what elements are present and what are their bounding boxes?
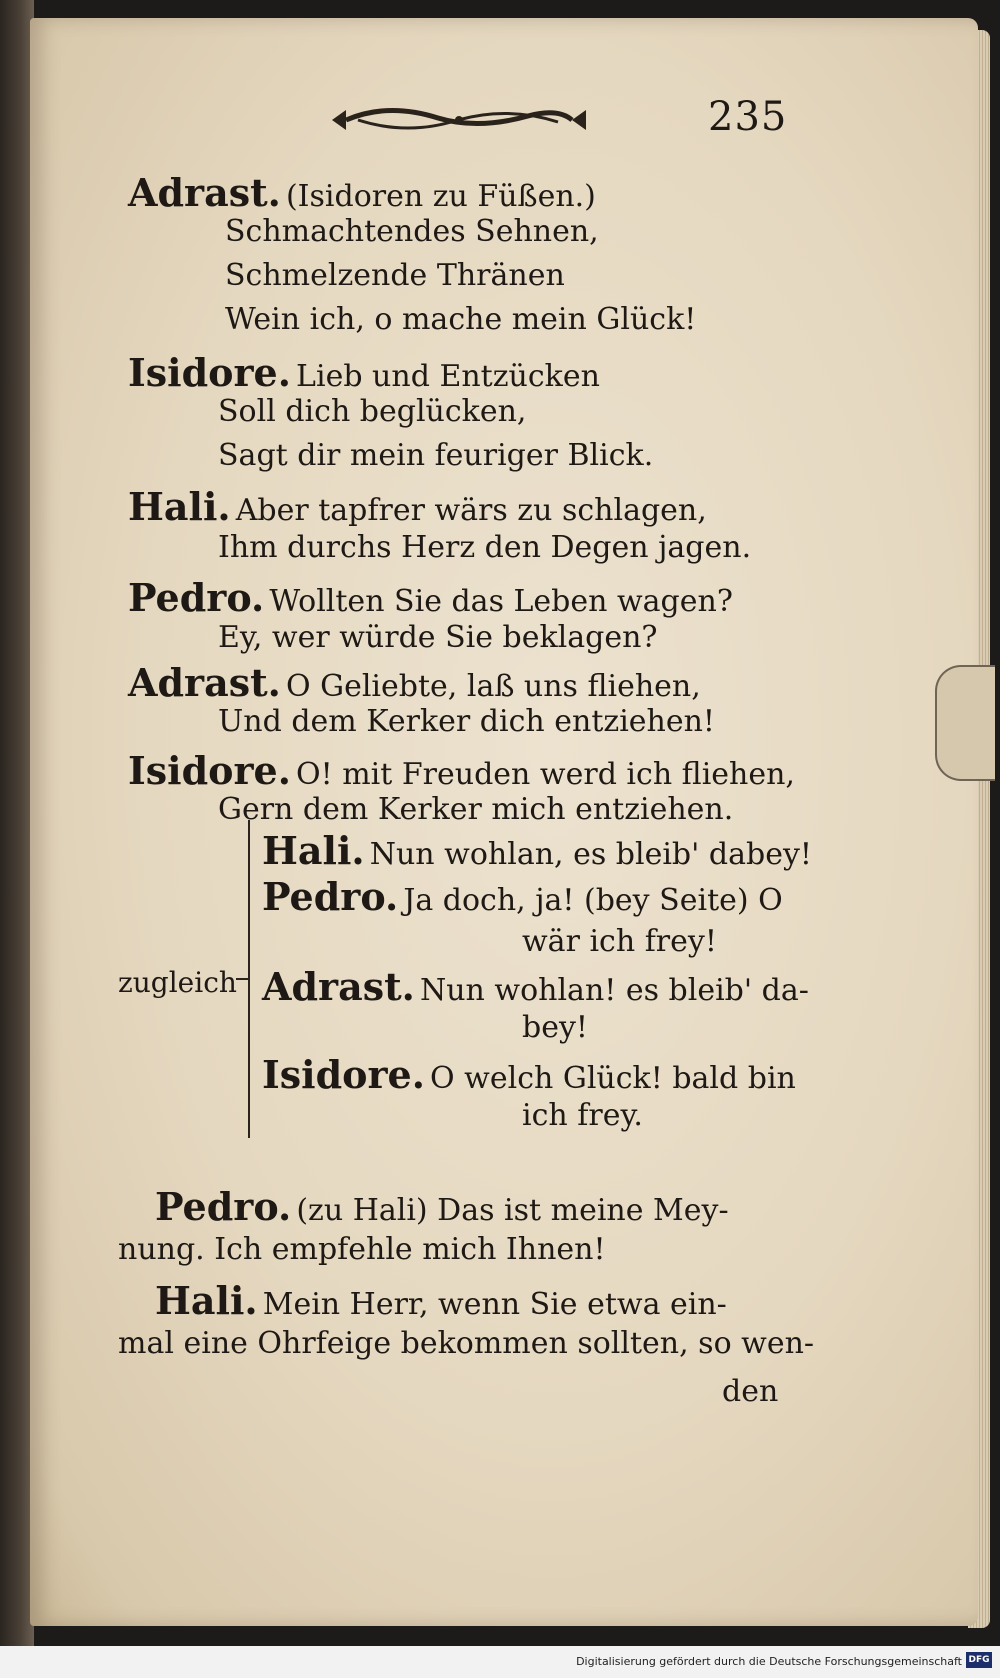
zugleich-line-4: [262, 964, 809, 1009]
prose-line-3: [155, 1278, 727, 1323]
line-3: Schmelzende Thränen: [225, 258, 565, 293]
line-6: Soll dich beglücken,: [218, 394, 527, 429]
line-text: Wollten Sie das Leben wagen?: [269, 584, 733, 619]
line-text: Nun wohlan, es bleib' dabey!: [369, 837, 812, 872]
speaker-name: Hali.: [155, 1278, 258, 1323]
line-text: Nun wohlan! es bleib' da-: [419, 973, 809, 1008]
brace-tip: [236, 978, 250, 980]
page-number: 235: [708, 94, 788, 140]
line-2: Schmachtendes Sehnen,: [225, 214, 599, 249]
zugleich-line-6: [262, 1052, 796, 1097]
line-7: Sagt dir mein feuriger Blick.: [218, 438, 654, 473]
speaker-name: Pedro.: [155, 1184, 292, 1229]
zugleich-label: zugleich: [118, 966, 237, 999]
line-1: [128, 170, 596, 215]
speaker-name: Hali.: [128, 484, 231, 529]
prose-line-2: nung. Ich empfehle mich Ihnen!: [118, 1232, 606, 1267]
footer-credit: Digitalisierung gefördert durch die Deutsche Forschungsgemeinschaft: [576, 1655, 962, 1668]
zugleich-line-2: [262, 874, 783, 919]
prose-line-1: [155, 1184, 729, 1229]
zugleich-line-3: wär ich frey!: [522, 924, 717, 959]
speaker-name: Adrast.: [262, 964, 415, 1009]
line-text: Mein Herr, wenn Sie etwa ein-: [262, 1287, 727, 1322]
line-text: Ja doch, ja! (bey Seite) O: [403, 883, 783, 918]
page-tab: [935, 665, 995, 781]
line-text: O Geliebte, laß uns fliehen,: [285, 669, 701, 704]
line-11: Ey, wer würde Sie beklagen?: [218, 620, 658, 655]
zugleich-line-7: ich frey.: [522, 1098, 643, 1133]
line-10: [128, 575, 733, 620]
line-8: [128, 484, 707, 529]
line-text: Aber tapfrer wärs zu schlagen,: [235, 493, 707, 528]
spine-shadow: [0, 0, 34, 1678]
line-text: Lieb und Entzücken: [296, 359, 600, 394]
speaker-name: Isidore.: [128, 748, 291, 793]
speaker-name: Pedro.: [262, 874, 399, 919]
line-text: (zu Hali) Das ist meine Mey-: [296, 1193, 729, 1228]
speaker-name: Pedro.: [128, 575, 265, 620]
zugleich-line-5: bey!: [522, 1010, 588, 1045]
line-15: Gern dem Kerker mich entziehen.: [218, 792, 734, 827]
speaker-name: Adrast.: [128, 660, 281, 705]
line-5: [128, 350, 600, 395]
line-4: Wein ich, o mache mein Glück!: [225, 302, 697, 337]
line-text: (Isidoren zu Füßen.): [285, 179, 596, 214]
line-text: O! mit Freuden werd ich fliehen,: [296, 757, 795, 792]
dfg-logo: DFG: [966, 1652, 992, 1668]
prose-line-4: mal eine Ohrfeige bekommen sollten, so wen-: [118, 1326, 815, 1361]
ornament-icon: [328, 98, 590, 142]
line-14: [128, 748, 795, 793]
line-9: Ihm durchs Herz den Degen jagen.: [218, 530, 752, 565]
speaker-name: Isidore.: [262, 1052, 425, 1097]
speaker-name: Isidore.: [128, 350, 291, 395]
zugleich-line-1: [262, 828, 812, 873]
line-text: O welch Glück! bald bin: [430, 1061, 796, 1096]
speaker-name: Hali.: [262, 828, 365, 873]
line-12: [128, 660, 701, 705]
speaker-name: Adrast.: [128, 170, 281, 215]
catchword: den: [722, 1374, 779, 1409]
line-13: Und dem Kerker dich entziehen!: [218, 704, 715, 739]
